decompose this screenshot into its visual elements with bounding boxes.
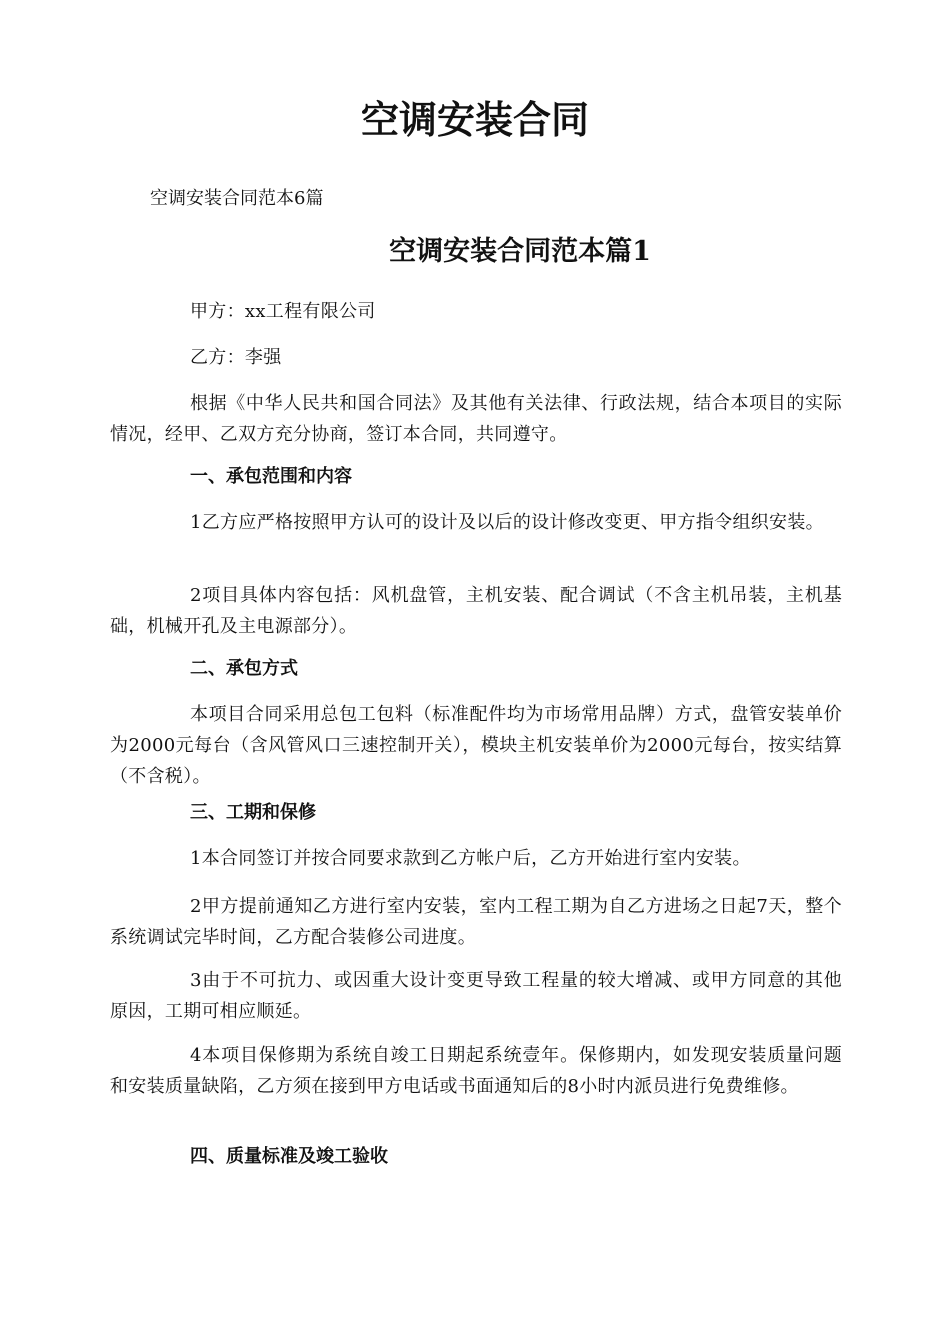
document-title: 空调安装合同 [360,98,589,142]
section-title: 空调安装合同范本篇1 [389,236,651,267]
paragraph-scope-1: 1乙方应严格按照甲方认可的设计及以后的设计修改变更、甲方指令组织安装。 [190,512,824,533]
party-b: 乙方：李强 [190,347,282,368]
paragraph-method-1: 本项目合同采用总包工包料（标准配件均为市场常用品牌）方式，盘管安装单价为2000元每台（含风管风口三速控制开关），模块主机安装单价为2000元每台，按实结算（不含税）。 [110,704,842,787]
section-heading-method: 二、承包方式 [190,658,298,679]
section-heading-schedule: 三、工期和保修 [190,802,316,823]
party-a: 甲方：xx工程有限公司 [190,301,376,322]
paragraph-schedule-2: 2甲方提前通知乙方进行室内安装，室内工程工期为自乙方进场之日起7天，整个系统调试完毕时间，乙方配合装修公司进度。 [110,896,842,948]
section-heading-scope: 一、承包范围和内容 [190,466,352,487]
paragraph-scope-2: 2项目具体内容包括：风机盘管，主机安装、配合调试（不含主机吊装，主机基础，机械开孔及主电源部分）。 [110,585,842,637]
section-heading-quality: 四、质量标准及竣工验收 [190,1146,388,1167]
document-subtitle: 空调安装合同范本6篇 [150,188,324,209]
paragraph-schedule-3: 3由于不可抗力、或因重大设计变更导致工程量的较大增减、或甲方同意的其他原因，工期可相应顺延。 [110,970,842,1022]
paragraph-schedule-1: 1本合同签订并按合同要求款到乙方帐户后，乙方开始进行室内安装。 [190,848,751,869]
paragraph-schedule-4: 4本项目保修期为系统自竣工日期起系统壹年。保修期内，如发现安装质量问题和安装质量缺陷，乙方须在接到甲方电话或书面通知后的8小时内派员进行免费维修。 [110,1045,842,1097]
intro-paragraph: 根据《中华人民共和国合同法》及其他有关法律、行政法规，结合本项目的实际情况，经甲、乙双方充分协商，签订本合同，共同遵守。 [110,393,842,445]
